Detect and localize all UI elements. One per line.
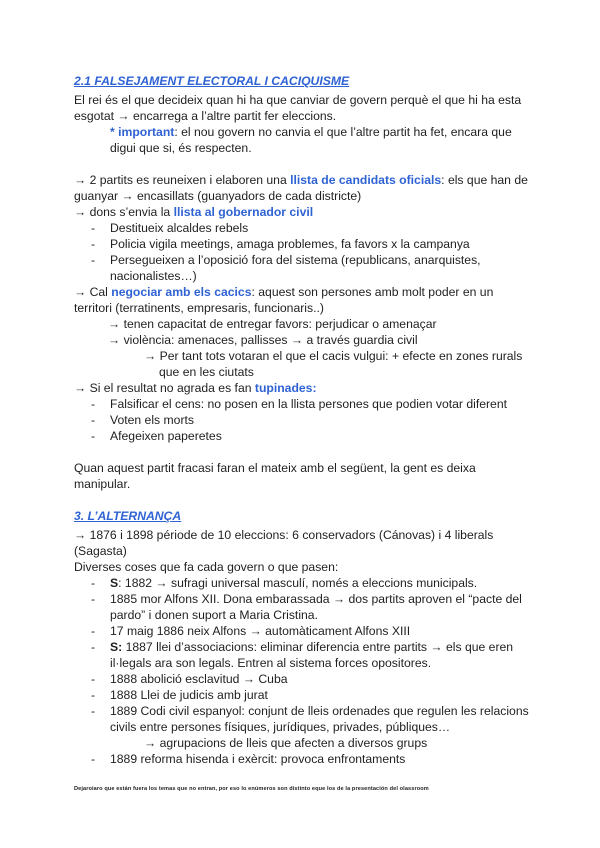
footer-note: Dejaroiaro que están fuera los temas que no entran, por eso lo enúmeros son distinto eque los de la presentación del olassroom <box>74 786 429 792</box>
important-label: * important <box>110 125 175 139</box>
list-item: 1885 mor Alfons XII. Dona embarassada → dos partits aproven el “pacte del <box>110 592 522 606</box>
list-item: Persegueixen a l’oposició fora del sistema (republicans, anarquistes, <box>110 253 481 267</box>
paragraph-line: guanyar → encasillats (guanyadors de cada districte) <box>74 189 362 203</box>
list-item: Falsificar el cens: no posen en la llista persones que podien votar diferent <box>110 397 508 411</box>
list-item: 17 maig 1886 neix Alfons → automàticament Alfons XIII <box>110 624 411 638</box>
list-bullet: - <box>91 253 96 267</box>
sub-arrow-line: → violència: amenaces, pallisses → a través guardia civil <box>108 333 418 347</box>
list-item: Destitueix alcaldes rebels <box>110 221 249 235</box>
list-item: 1889 Codi civil espanyol: conjunt de lleis ordenades que regulen les relacions <box>110 704 529 718</box>
paragraph-line: El rei és el que decideix quan hi ha que canviar de govern perquè el que hi ha esta <box>74 93 522 107</box>
list-item-cont: civils entre persones físiques, jurídiques, privades, públiques… <box>110 720 451 734</box>
section-heading-alternanca: 3. L’ALTERNANÇA <box>74 509 182 523</box>
paragraph-line: Diverses coses que fa cada govern o que pasen: <box>74 560 339 574</box>
list-bullet: - <box>91 221 96 235</box>
list-bullet: - <box>91 624 96 638</box>
arrow-line-tupinades <box>74 380 317 396</box>
list-item-cont: nacionalistes…) <box>110 269 197 283</box>
list-item: Afegeixen paperetes <box>110 429 222 443</box>
keyword-llista-gobernador: llista al gobernador civil <box>173 205 314 219</box>
keyword-llista-candidats: llista de candidats oficials <box>290 173 442 187</box>
list-item: Policia vigila meetings, amaga problemes, fa favors x la campanya <box>110 237 470 251</box>
list-bullet: - <box>91 672 96 686</box>
text-span: → Si el resultat no agrada es fan <box>74 381 255 395</box>
list-item: Voten els morts <box>110 413 194 427</box>
list-bullet: - <box>91 413 96 427</box>
paragraph-line: (Sagasta) <box>74 544 127 558</box>
bold-marker: S: <box>110 640 123 654</box>
text-span: : els que han de <box>441 173 528 187</box>
list-bullet: - <box>91 397 96 411</box>
paragraph-line: esgotat → encarrega a l’altre partit fer eleccions. <box>74 109 337 123</box>
list-item <box>110 639 513 655</box>
text-span: : 1882 → sufragi universal masculí, només a eleccions municipals. <box>118 576 478 590</box>
list-item: 1889 reforma hisenda i exèrcit: provoca enfrontaments <box>110 752 406 766</box>
list-bullet: - <box>91 640 96 654</box>
arrow-line-partits <box>74 172 528 188</box>
list-item: 1888 abolició esclavitud → Cuba <box>110 672 288 686</box>
important-text: : el nou govern no canvia el que l’altre partit ha fet, encara que <box>174 125 512 139</box>
important-note <box>110 124 512 140</box>
sub-arrow-line: → agrupacions de lleis que afecten a diversos grups <box>144 736 428 750</box>
section-heading-falsejament: 2.1 FALSEJAMENT ELECTORAL I CACIQUISME <box>74 74 350 88</box>
sub-sub-arrow-line-cont: que en les ciutats <box>159 365 254 379</box>
paragraph-line: manipular. <box>74 477 131 491</box>
sub-arrow-line: → tenen capacitat de entregar favors: perjudicar o amenaçar <box>108 317 437 331</box>
list-bullet: - <box>91 752 96 766</box>
list-bullet: - <box>91 576 96 590</box>
text-span: → 2 partits es reuneixen i elaboren una <box>74 173 291 187</box>
list-bullet: - <box>91 704 96 718</box>
text-span: : aquest son persones amb molt poder en un <box>251 285 494 299</box>
text-span: → Cal <box>74 285 112 299</box>
important-text-cont: digui que si, és respecten. <box>110 141 252 155</box>
list-item-cont: pardo” i donen suport a Maria Cristina. <box>110 608 318 622</box>
text-span: → dons s’envia la <box>74 205 174 219</box>
keyword-negociar-cacics: negociar amb els cacics <box>111 285 252 299</box>
bold-marker: S <box>110 576 119 590</box>
list-bullet: - <box>91 237 96 251</box>
sub-sub-arrow-line: → Per tant tots votaran el que el cacis vulgui: + efecte en zones rurals <box>144 349 523 363</box>
list-item: 1888 Llei de judicis amb jurat <box>110 688 268 702</box>
keyword-tupinades: tupinades: <box>254 381 317 395</box>
paragraph-line: territori (terratinents, empresaris, funcionaris..) <box>74 301 324 315</box>
text-span: 1887 llei d’associacions: eliminar diferencia entre partits → els que eren <box>122 640 514 654</box>
list-bullet: - <box>91 592 96 606</box>
list-item <box>110 575 477 591</box>
arrow-line-gobernador <box>74 204 313 220</box>
list-item-cont: il·legals ara son legals. Entren al sistema forces opositores. <box>110 656 432 670</box>
paragraph-line: Quan aquest partit fracasi faran el mateix amb el següent, la gent es deixa <box>74 461 476 475</box>
arrow-line-cacics <box>74 284 493 300</box>
list-bullet: - <box>91 688 96 702</box>
paragraph-line: → 1876 i 1898 période de 10 eleccions: 6 conservadors (Cánovas) i 4 liberals <box>74 528 494 542</box>
list-bullet: - <box>91 429 96 443</box>
